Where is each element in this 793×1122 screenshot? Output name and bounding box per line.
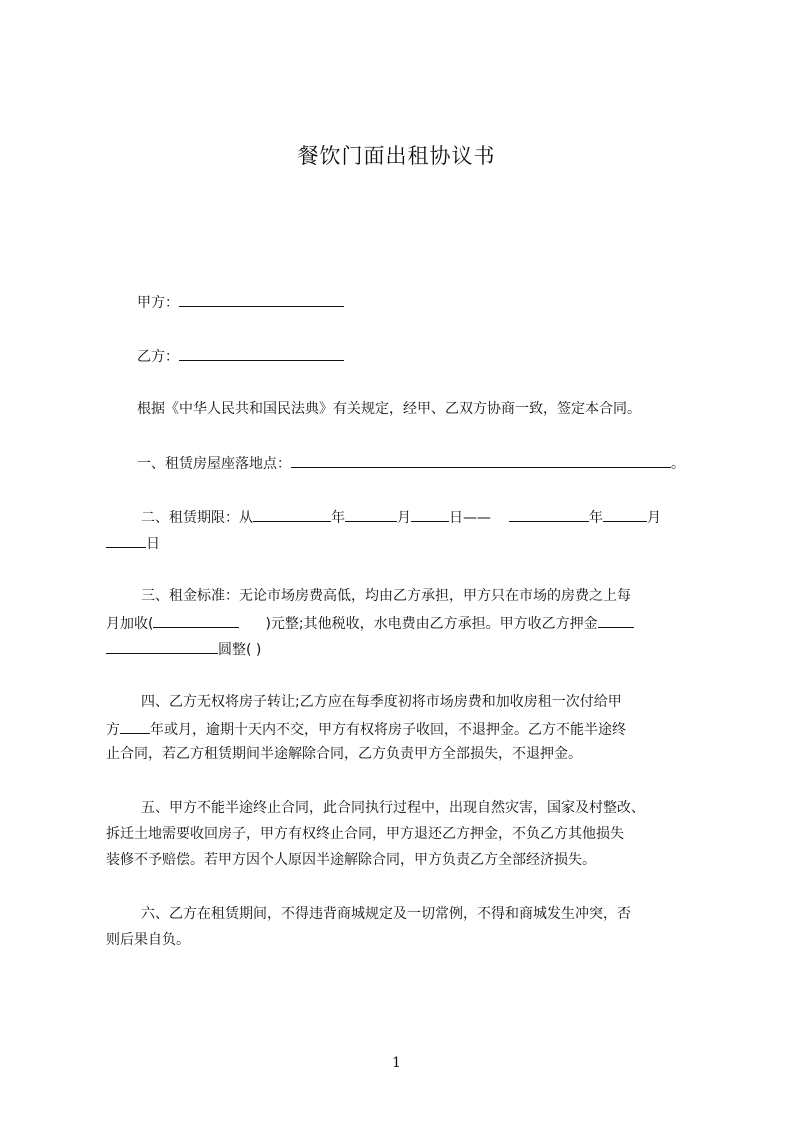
end-year-blank[interactable] xyxy=(509,506,589,522)
clause-3-line-3-end: 圆整( ) xyxy=(218,642,262,658)
clause-4-line-2-rest: 年或月，逾期十天内不交，甲方有权将房子收回，不退押金。乙方不能半途终 xyxy=(150,722,626,738)
month-label: 月 xyxy=(397,510,411,526)
location-blank[interactable] xyxy=(291,452,671,468)
end-month-blank[interactable] xyxy=(603,506,647,522)
party-a-blank[interactable] xyxy=(179,291,344,307)
clause-3-line-2-start: 月加收( xyxy=(106,616,154,632)
month-label-2: 月 xyxy=(647,510,661,526)
clause-6-line-2: 则后果自负。 xyxy=(106,932,190,948)
party-a-label: 甲方： xyxy=(137,295,179,311)
clause-3-line-2-mid: )元整;其他税收，水电费由乙方承担。甲方收乙方押金 xyxy=(265,616,598,632)
day-label: 日—— xyxy=(449,510,491,526)
clause-4-line-2-start: 方 xyxy=(106,722,120,738)
day-label-2: 日 xyxy=(146,536,160,552)
clause-3-line-3 xyxy=(106,638,261,660)
start-day-blank[interactable] xyxy=(411,506,449,522)
party-a-line xyxy=(137,291,344,313)
document-title: 餐饮门面出租协议书 xyxy=(297,144,496,168)
deposit-blank-2[interactable] xyxy=(106,638,218,654)
clause-3-line-1: 三、租金标准：无论市场房费高低，均由乙方承担，甲方只在市场的房费之上每 xyxy=(141,588,631,604)
clause-5-line-3: 装修不予赔偿。若甲方因个人原因半途解除合同，甲方负责乙方全部经济损失。 xyxy=(106,852,596,868)
surcharge-blank[interactable] xyxy=(153,612,239,628)
clause-4-line-1: 四、乙方无权将房子转让;乙方应在每季度初将市场房费和加收房租一次付给甲 xyxy=(141,694,622,710)
clause-2-line-2 xyxy=(106,532,160,554)
start-year-blank[interactable] xyxy=(253,506,331,522)
deposit-blank-1[interactable] xyxy=(598,612,634,628)
page-number: 1 xyxy=(392,1055,401,1071)
year-label-2: 年 xyxy=(589,510,603,526)
clause-1-end: 。 xyxy=(671,456,685,472)
payment-period-blank[interactable] xyxy=(120,718,150,734)
clause-2-line-1 xyxy=(141,506,661,528)
clause-6-line-1: 六、乙方在租赁期间，不得违背商城规定及一切常例，不得和商城发生冲突，否 xyxy=(141,906,631,922)
start-month-blank[interactable] xyxy=(345,506,397,522)
clause-2-label: 二、租赁期限：从 xyxy=(141,510,253,526)
clause-5-line-1: 五、甲方不能半途终止合同，此合同执行过程中，出现自然灾害，国家及村整改、 xyxy=(141,800,645,816)
clause-4-line-3: 止合同，若乙方租赁期间半途解除合同，乙方负责甲方全部损失，不退押金。 xyxy=(106,746,582,762)
party-b-line xyxy=(137,345,344,367)
preamble: 根据《中华人民共和国民法典》有关规定，经甲、乙双方协商一致，签定本合同。 xyxy=(137,401,641,417)
clause-1-text: 一、租赁房屋座落地点： xyxy=(137,456,291,472)
clause-4-line-2 xyxy=(106,718,626,740)
party-b-label: 乙方： xyxy=(137,349,179,365)
year-label: 年 xyxy=(331,510,345,526)
clause-3-line-2 xyxy=(106,612,634,634)
party-b-blank[interactable] xyxy=(179,345,344,361)
end-day-blank[interactable] xyxy=(106,532,146,548)
clause-5-line-2: 拆迁土地需要收回房子，甲方有权终止合同，甲方退还乙方押金，不负乙方其他损失 xyxy=(106,826,624,842)
clause-1 xyxy=(137,452,685,474)
